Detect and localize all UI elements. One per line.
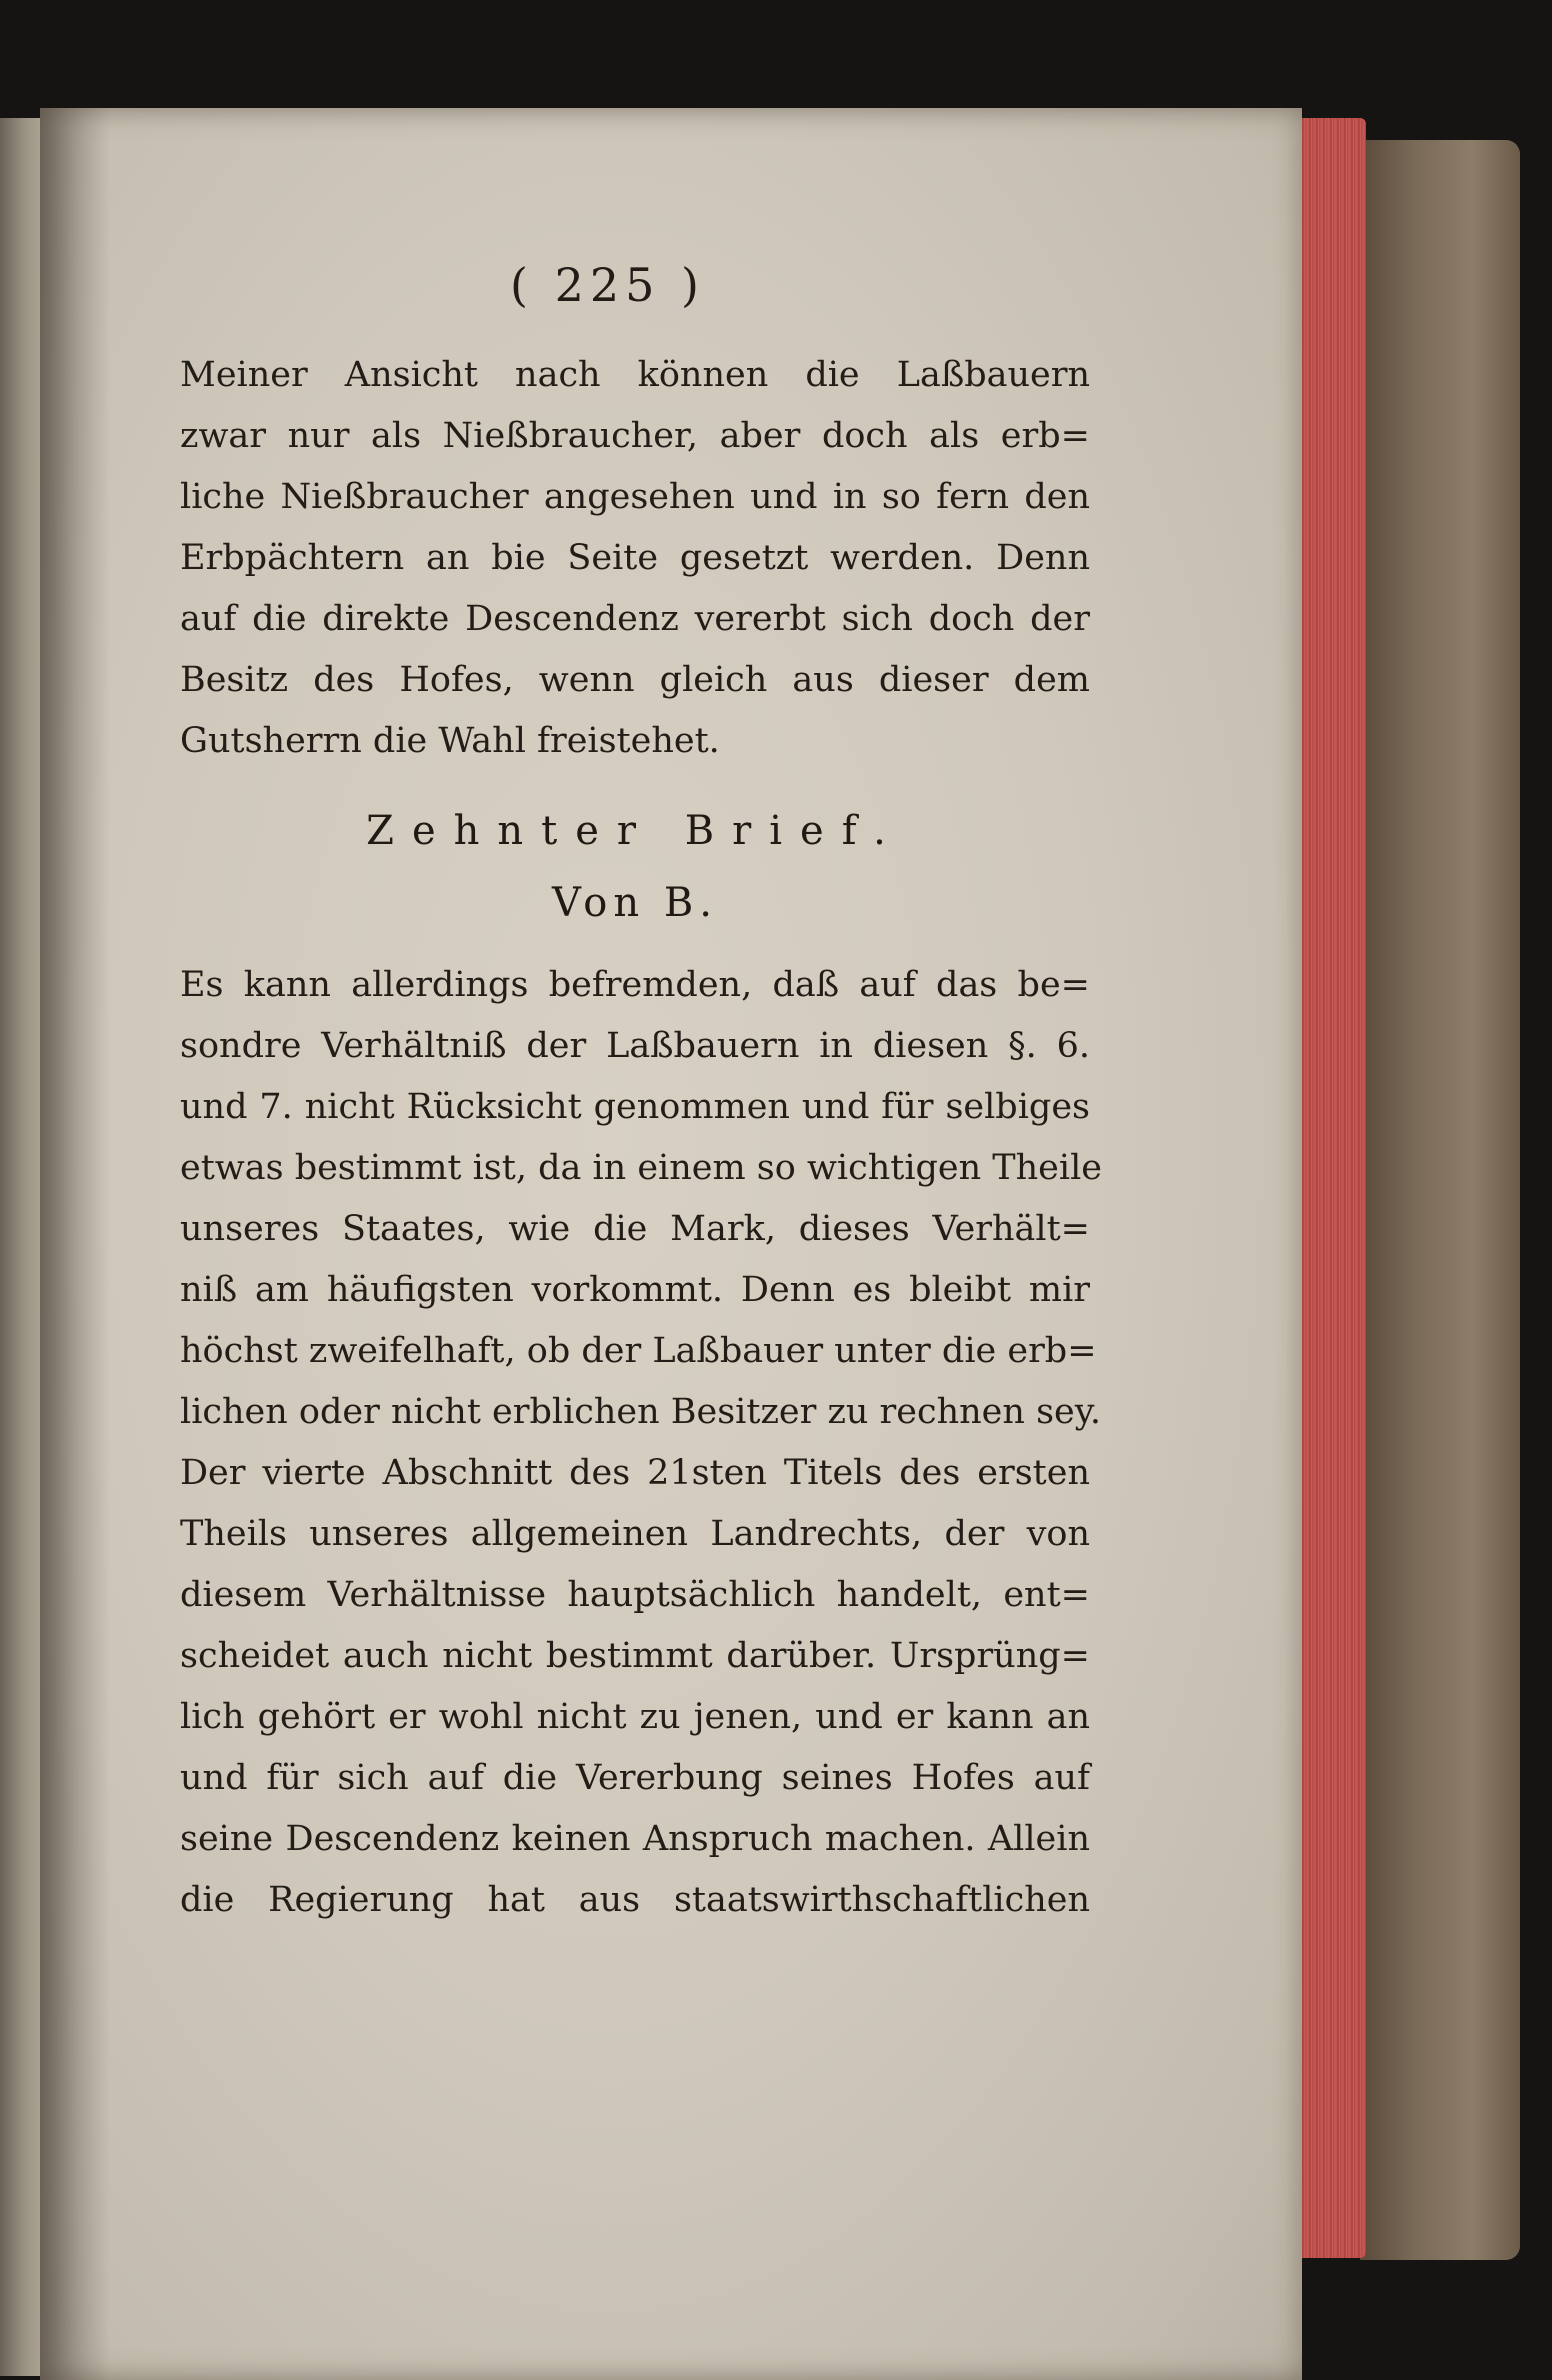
text-line: lich gehört er wohl nicht zu jenen, und er kann an — [180, 1697, 1090, 1737]
page-gutter-shadow — [40, 108, 110, 2380]
text-line: sondre Verhältniß der Laßbauern in diesen §. 6. — [180, 1026, 1090, 1066]
text-line: niß am häufigsten vorkommt. Denn es bleibt mir — [180, 1270, 1090, 1310]
text-line: scheidet auch nicht bestimmt darüber. Ursprüng= — [180, 1636, 1090, 1676]
text-line: und 7. nicht Rücksicht genommen und für selbiges — [180, 1087, 1090, 1127]
text-line: und für sich auf die Vererbung seines Hofes auf — [180, 1758, 1090, 1798]
text-line: lichen oder nicht erblichen Besitzer zu rechnen sey. — [180, 1392, 1101, 1432]
text-line: die Regierung hat aus staatswirthschaftlichen — [180, 1880, 1090, 1920]
text-line: Erbpächtern an bie Seite gesetzt werden. Denn — [180, 538, 1090, 578]
text-line: liche Nießbraucher angesehen und in so fern den — [180, 477, 1090, 517]
text-line: höchst zweifelhaft, ob der Laßbauer unter die erb= — [180, 1331, 1097, 1371]
red-page-edges — [1298, 118, 1366, 2258]
text-line: Besitz des Hofes, wenn gleich aus dieser dem — [180, 660, 1090, 700]
text-line: seine Descendenz keinen Anspruch machen. Allein — [180, 1819, 1090, 1859]
text-line: diesem Verhältnisse hauptsächlich handelt, ent= — [180, 1575, 1090, 1615]
text-line: unseres Staates, wie die Mark, dieses Verhält= — [180, 1209, 1090, 1249]
paragraph-1 — [180, 345, 1090, 772]
text-line: Es kann allerdings befremden, daß auf das be= — [180, 965, 1090, 1005]
text-line: Theils unseres allgemeinen Landrechts, der von — [180, 1514, 1090, 1554]
page-number: ( 225 ) — [510, 258, 705, 312]
text-line: auf die direkte Descendenz vererbt sich doch der — [180, 599, 1090, 639]
chapter-subheading: Von B. — [552, 880, 718, 926]
text-line: etwas bestimmt ist, da in einem so wichtigen Theile — [180, 1148, 1102, 1188]
chapter-heading: Zehnter Brief. — [366, 808, 904, 854]
text-line: Der vierte Abschnitt des 21sten Titels des ersten — [180, 1453, 1090, 1493]
text-line: Gutsherrn die Wahl freistehet. — [180, 721, 720, 761]
book-back-cover — [1360, 140, 1520, 2260]
text-line: Meiner Ansicht nach können die Laßbauern — [180, 355, 1090, 395]
text-line: zwar nur als Nießbraucher, aber doch als erb= — [180, 416, 1090, 456]
paragraph-2 — [180, 955, 1102, 1931]
